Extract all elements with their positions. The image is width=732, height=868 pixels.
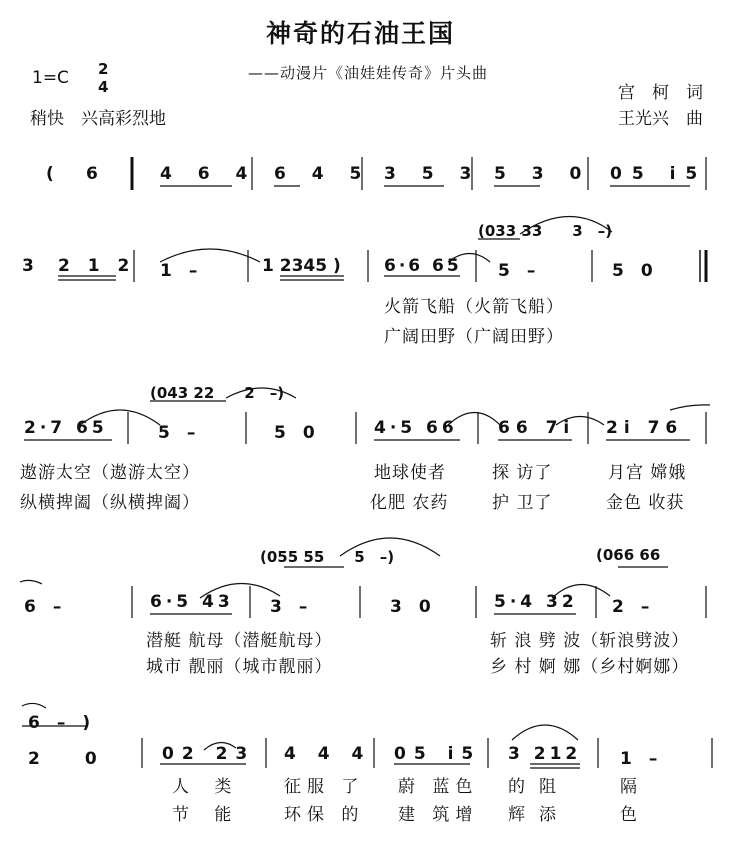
row2-measure-5: 5 –	[498, 261, 536, 281]
row3-measure-2: 5 –	[158, 423, 196, 443]
row1-note-pickup: 6	[86, 164, 98, 184]
row3-echo-part: (043 22 2 –)	[150, 384, 285, 402]
row5-measure-3: 4 4 4	[284, 744, 372, 764]
row5-lyrics-verse2-e: 色	[620, 805, 638, 825]
row1-measure-4: 5 3 0	[494, 164, 592, 184]
row2-measure-1: 2 1 2	[58, 256, 136, 276]
row5-carry-over: 6 – )	[28, 713, 91, 733]
row3-measure-5: 66 7i	[498, 418, 576, 438]
row2-note-1: 3	[22, 256, 34, 276]
row5-lyrics-verse1-d: 的阻	[508, 777, 570, 797]
row3-lyrics-verse1-a: 遨游太空（遨游太空）	[20, 463, 200, 483]
row5-measure-6: 1 –	[620, 749, 658, 769]
row5-lyrics-verse2-d: 辉添	[508, 805, 570, 825]
row2-lyrics-verse1: 火箭飞船（火箭飞船）	[384, 297, 564, 317]
row5-measure-4: 05 i5	[394, 744, 482, 764]
row5-lyrics-verse1-a: 人 类	[172, 777, 242, 797]
row1-measure-2: 6 4 5	[274, 164, 372, 184]
row3-lyrics-verse2-d: 金色 收获	[606, 493, 685, 513]
row2-measure-3: 1 2345 )	[262, 256, 341, 276]
song-subtitle: ——动漫片《油娃娃传奇》片头曲	[248, 64, 489, 82]
row2-lyrics-verse2: 广阔田野（广阔田野）	[384, 327, 564, 347]
row4-measure-4: 3 0	[390, 597, 431, 617]
row4-measure-3: 3 –	[270, 597, 308, 617]
key-signature: 1=C	[32, 68, 69, 88]
time-signature-top: 2	[98, 60, 109, 78]
row4-lyrics-verse1-b: 斩 浪 劈 波（斩浪劈波）	[490, 631, 690, 651]
row4-measure-1: 6 –	[24, 597, 62, 617]
row3-lyrics-verse2-b: 化肥 农药	[370, 493, 449, 513]
row3-lyrics-verse1-d: 月宫 嫦娥	[608, 463, 687, 483]
row5-lyrics-verse1-b: 征服 了	[284, 777, 365, 797]
row4-measure-6: 2 –	[612, 597, 650, 617]
row4-measure-5: 5·4 32	[494, 592, 578, 612]
row5-lyrics-verse1-e: 隔	[620, 777, 638, 797]
row3-lyrics-verse2-a: 纵横捭阖（纵横捭阖）	[20, 493, 200, 513]
row3-lyrics-verse1-c: 探 访了	[492, 463, 553, 483]
row4-echo-part-2: (066 66	[596, 546, 661, 564]
row2-measure-6: 5 0	[612, 261, 653, 281]
row5-lyrics-verse1-c: 蔚 蓝色	[398, 777, 479, 797]
row3-measure-1: 2·7 65	[24, 418, 108, 438]
row1-measure-1: 4 6 4	[160, 164, 258, 184]
row4-lyrics-verse2-b: 乡 村 婀 娜（乡村婀娜）	[490, 657, 690, 677]
row5-lyrics-verse2-c: 建 筑增	[398, 805, 479, 825]
row5-lyrics-verse2-b: 环保 的	[284, 805, 365, 825]
row2-measure-2: 1 –	[160, 261, 198, 281]
row3-measure-4: 4·5 66	[374, 418, 458, 438]
tempo-marking: 稍快 兴高彩烈地	[30, 109, 166, 129]
composer-credit: 王光兴 曲	[618, 109, 703, 129]
row4-lyrics-verse2-a: 城市 靓丽（城市靓丽）	[146, 657, 333, 677]
row1-measure-5: 05 i5	[610, 164, 708, 184]
row5-measure-1: 2 0	[28, 749, 111, 769]
row2-echo-part: (033 33 3 –)	[478, 222, 613, 240]
row1-measure-3: 3 5 3	[384, 164, 482, 184]
row3-lyrics-verse2-c: 护 卫了	[492, 493, 553, 513]
time-signature-bottom: 4	[98, 78, 109, 96]
song-title: 神奇的石油王国	[266, 19, 456, 48]
row5-measure-5: 3 212	[508, 744, 582, 764]
row3-lyrics-verse1-b: 地球使者	[374, 463, 446, 483]
row4-lyrics-verse1-a: 潜艇 航母（潜艇航母）	[146, 631, 333, 651]
row4-echo-part-1: (055 55 5 –)	[260, 548, 395, 566]
row4-measure-2: 6·5 43	[150, 592, 234, 612]
row3-measure-6: 2i 76	[606, 418, 684, 438]
row5-measure-2: 02 23	[162, 744, 256, 764]
row3-measure-3: 5 0	[274, 423, 315, 443]
lyricist-credit: 宫 柯 词	[618, 83, 703, 103]
row5-lyrics-verse2-a: 节 能	[172, 805, 242, 825]
row2-measure-4: 6·6 65	[384, 256, 462, 276]
row1-open-paren: (	[46, 164, 54, 184]
